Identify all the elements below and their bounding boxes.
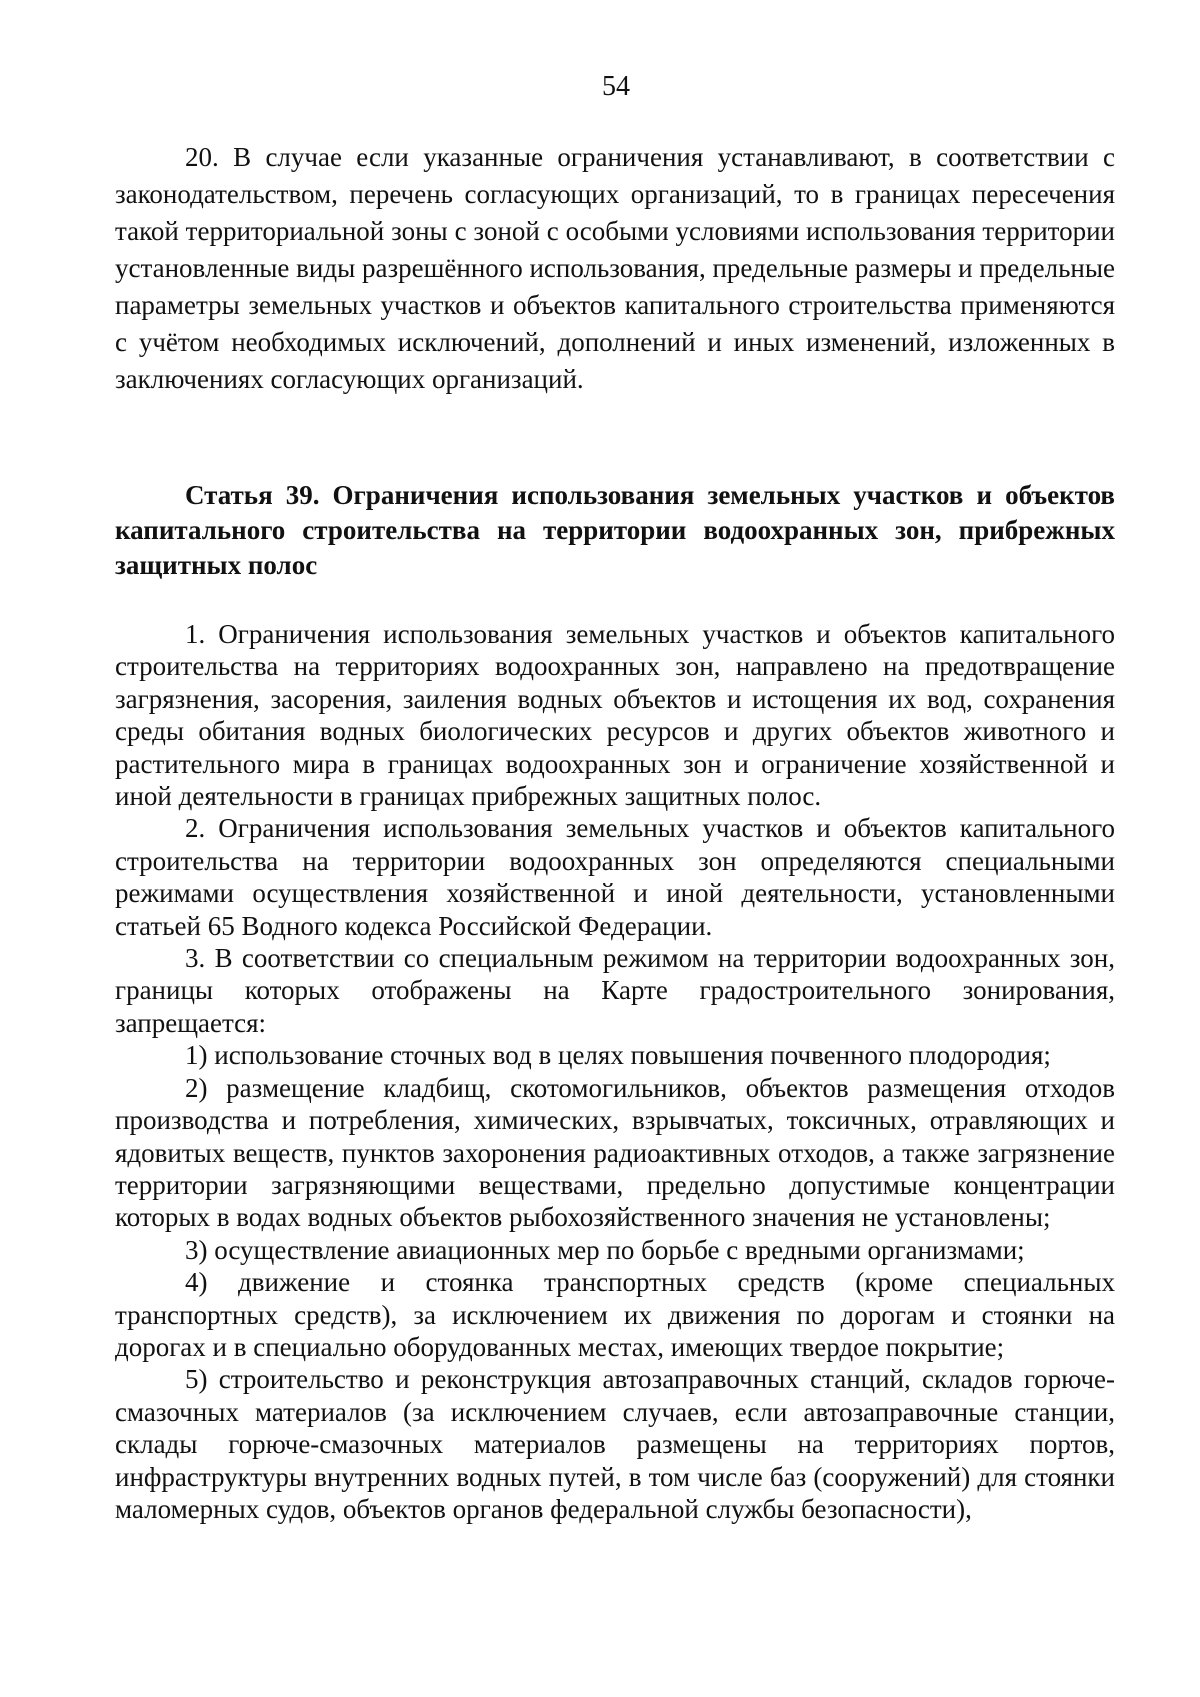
- list-item-1: 1) использование сточных вод в целях повышения почвенного плодородия;: [185, 1040, 1051, 1071]
- page-number: 54: [602, 71, 630, 102]
- article-39-heading: Статья 39. Ограничения использования земельных участков и объектов капитального строительства на территории водоохранных зон, прибрежных защитных полос: [115, 480, 1115, 580]
- list-item-5: 5) строительство и реконструкция автозаправочных станций, складов горюче-смазочных материалов (за исключением случаев, если автозаправочные станции, склады горюче-смазочных материалов размещены на территориях портов, инфраструктуры внутренних водных путей, в том числе баз (сооружений) для стоянки маломерных судов, объектов органов федеральной службы безопасности),: [115, 1364, 1115, 1524]
- list-item-4: 4) движение и стоянка транспортных средств (кроме специальных транспортных средств), за исключением их движения по дорогам и стоянки на дорогах и в специально оборудованных местах, имеющих твердое покрытие;: [115, 1267, 1115, 1362]
- paragraph-2: 2. Ограничения использования земельных участков и объектов капитального строительства на территории водоохранных зон определяются специальными режимами осуществления хозяйственной и иной деятельности, установленными статьей 65 Водного кодекса Российской Федерации.: [115, 813, 1115, 941]
- paragraph-1: 1. Ограничения использования земельных участков и объектов капитального строительства на территориях водоохранных зон, направлено на предотвращение загрязнения, засорения, заиления водных объектов и истощения их вод, сохранения среды обитания водных биологических ресурсов и других объектов животного и растительного мира в границах водоохранных зон и ограничение хозяйственной и иной деятельности в границах прибрежных защитных полос.: [115, 619, 1115, 812]
- list-item-3: 3) осуществление авиационных мер по борьбе с вредными организмами;: [185, 1234, 1025, 1265]
- paragraph-3: 3. В соответствии со специальным режимом на территории водоохранных зон, границы которых отображены на Карте градостроительного зонирования, запрещается:: [115, 943, 1115, 1038]
- paragraph-20: 20. В случае если указанные ограничения устанавливают, в соответствии с законодательством, перечень согласующих организаций, то в границах пересечения такой территориальной зоны с зоной с особыми условиями использования территории установленные виды разрешённого использования, предельные размеры и предельные параметры земельных участков и объектов капитального строительства применяются с учётом необходимых исключений, дополнений и иных изменений, изложенных в заключениях согласующих организаций.: [115, 142, 1115, 394]
- intro-section: [115, 139, 1115, 398]
- list-item-2: 2) размещение кладбищ, скотомогильников, объектов размещения отходов производства и потребления, химических, взрывчатых, токсичных, отравляющих и ядовитых веществ, пунктов захоронения радиоактивных отходов, а также загрязнение территории загрязняющими веществами, предельно допустимые концентрации которых в водах водных объектов рыбохозяйственного значения не установлены;: [115, 1072, 1115, 1233]
- article-39-body: [115, 618, 1115, 1525]
